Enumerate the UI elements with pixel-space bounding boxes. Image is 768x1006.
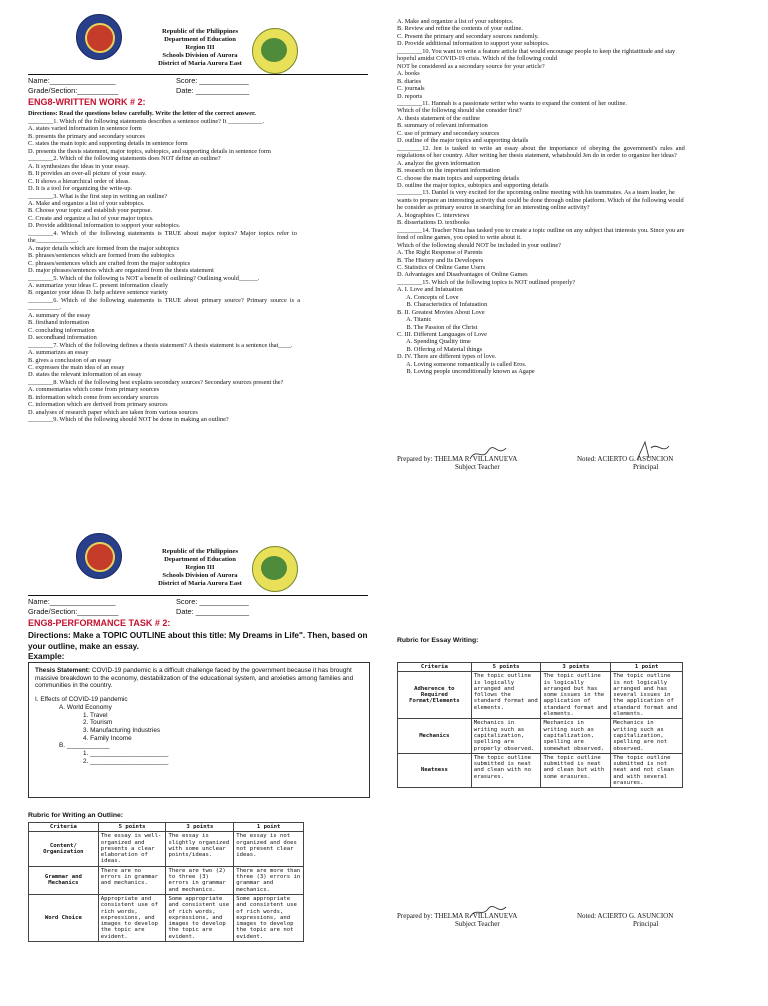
example-label: Example:: [28, 652, 65, 661]
prepared-role-bottom: Subject Teacher: [455, 920, 500, 928]
rubric-cell: Mechanics in writing such as capitalization, spelling are somewhat observed.: [541, 719, 611, 753]
outline-sub: 4. Family Income: [83, 734, 132, 742]
question-line: D. Provide additional information to support your subtopics.: [397, 40, 550, 48]
question-line: C. journals: [397, 85, 425, 93]
question-line: B. Review and refine the contents of your outline.: [397, 25, 523, 33]
question-line: ________14. Teacher Nina has tasked you to create a topic outline on any subject that interests you. Since you are: [397, 226, 685, 234]
criteria-cell: Mechanics: [398, 719, 472, 753]
noted-role-top: Principal: [633, 463, 659, 471]
question-line: A. commentaries which come from primary sources: [28, 386, 159, 394]
criteria-cell: Content/ Organization: [29, 832, 99, 866]
deped-seal-logo-2: [76, 533, 122, 579]
rubric-cell: The essay is not organized and does not present clear ideas.: [234, 832, 304, 866]
outline-item-B: B. ____________: [59, 742, 110, 750]
score-field: Score: ____________: [176, 76, 249, 85]
rubric-cell: The essay is well-organized and presents a clear elaboration of ideas.: [98, 832, 166, 866]
table-row: [29, 866, 304, 894]
question-line: D. major phrases/sentences which are organized from the thesis statement: [28, 267, 214, 275]
question-line: A. Concepts of Love: [397, 293, 459, 301]
question-line: __________.: [28, 304, 62, 312]
question-line: ________4. Which of the following statements is TRUE about major topics? Major topics refer to: [28, 229, 297, 237]
question-line: C. phrases/sentences which are crafted from the major subtopics: [28, 259, 191, 267]
question-line: B. The History and Its Developers: [397, 256, 484, 264]
question-line: ________8. Which of the following best explains secondary sources? Secondary sources present the?: [28, 378, 284, 386]
question-line: B. summary of relevant information: [397, 122, 488, 130]
question-line: B. Choose your topic and establish your purpose.: [28, 207, 152, 215]
question-line: D. presents the thesis statement, major topics, subtopics, and supporting details in sentence form: [28, 147, 271, 155]
outline-blank: 1. ______________________: [83, 750, 169, 758]
outline-sub: 1. Travel: [83, 711, 108, 719]
rubric-cell: There are two (2) to three (3) errors in grammar and mechanics.: [166, 866, 234, 894]
division-seal-logo-2: [252, 546, 298, 592]
written-questions-right: [397, 18, 747, 376]
question-line: D. analyses of research paper which are taken from various sources: [28, 408, 198, 416]
question-line: B. The Passion of the Christ: [397, 323, 478, 331]
question-line: C. expresses the main idea of an essay: [28, 363, 125, 371]
written-directions: Directions: Read the questions below carefully. Write the letter of the correct answer.: [28, 110, 256, 117]
question-line: he consider as primary source in searching for an interesting online activity?: [397, 204, 590, 212]
question-line: D. outline the major topics, subtopics and supporting details: [397, 181, 549, 189]
question-line: B. It provides an over-all picture of your essay.: [28, 170, 147, 178]
rubric-cell: The topic outline is not logically arranged and has several issues in the application of standard format and elements.: [611, 672, 683, 719]
school-header: Republic of the Philippines Department of Education Region III Schools Division of Aurora District of Maria Aurora East: [158, 28, 242, 67]
question-line: the_____________.: [28, 237, 79, 245]
question-line: ________15. Which of the following topics is NOT outlined properly?: [397, 278, 576, 286]
name-field: Name:________________: [28, 76, 116, 85]
written-work-title: ENG8-WRITTEN WORK # 2:: [28, 97, 146, 107]
column-header: Criteria: [398, 663, 472, 672]
question-line: C. Present the primary and secondary sources randomly.: [397, 32, 539, 40]
question-line: B. Offering of Material things: [397, 345, 483, 353]
rubric-cell: The topic outline submitted is neat and clean with no erasures.: [471, 753, 541, 787]
question-line: A. Titanic: [397, 316, 432, 324]
table-header-row: [398, 663, 683, 672]
question-line: A. analyze the given information: [397, 159, 481, 167]
question-line: A. Loving someone romantically is called Eros.: [397, 360, 527, 368]
question-line: Which of the following should she consider first?: [397, 107, 522, 115]
question-line: A. biographies C. interviews: [397, 211, 470, 219]
rubric-cell: Appropriate and consistent use of rich words, expressions, and images to develop the topic are evident.: [98, 894, 166, 941]
rubric-cell: Some appropriate and consistent use of rich words, expressions, and images to develop the topic are not evident.: [234, 894, 304, 941]
rubric-cell: The topic outline is logically arranged but has some issues in the application of standard format and elements.: [541, 672, 611, 719]
question-line: C. III. Different Languages of Love: [397, 331, 487, 339]
question-line: D. outline of the major topics and supporting details: [397, 137, 529, 145]
question-line: ________10. You want to write a feature article that would encourage people to keep the rightattitude and stay: [397, 47, 676, 55]
outline-rubric-table: [28, 822, 304, 942]
table-row: [398, 753, 683, 787]
school-header-2: Republic of the Philippines Department of Education Region III Schools Division of Aurora District of Maria Aurora East: [158, 548, 242, 587]
noted-by-bottom: Noted: ACIERTO G. ASUNCION: [577, 912, 674, 920]
question-line: ________5. Which of the following is NOT a benefit of outlining? Outlining would______.: [28, 274, 260, 282]
column-header: 3 points: [541, 663, 611, 672]
question-line: A. states varied information in sentence form: [28, 125, 142, 133]
division-seal-logo: [252, 28, 298, 74]
question-line: A. It synthesizes the ideas in your essay.: [28, 162, 130, 170]
date-field: Date: _____________: [176, 86, 250, 95]
essay-rubric-table: [397, 662, 683, 788]
question-line: C. use of primary and secondary sources: [397, 129, 500, 137]
prepared-by-top: Prepared by: THELMA R. VILLANUEVA: [397, 455, 518, 463]
question-line: C. Statistics of Online Game Users: [397, 263, 486, 271]
question-line: C. Create and organize a list of your major topics.: [28, 214, 154, 222]
outline-item-A: A. World Economy: [59, 703, 112, 711]
outline-blank: 2. ______________________: [83, 757, 169, 765]
outline-sub: 3. Manufacturing Industries: [83, 726, 161, 734]
question-line: ________1. Which of the following statements describes a sentence outline? It ___________.: [28, 118, 265, 125]
criteria-cell: Neatness: [398, 753, 472, 787]
question-line: ________9. Which of the following should NOT be done in making an outline?: [28, 416, 229, 424]
column-header: 1 point: [611, 663, 683, 672]
question-line: B. information which come from secondary sources: [28, 393, 159, 401]
rubric-cell: Mechanics in writing such as capitalization, spelling are properly observed.: [471, 719, 541, 753]
name-field-2: Name:________________: [28, 597, 116, 606]
rubric-cell: The topic outline submitted is not neat and not clean and with several erasures.: [611, 753, 683, 787]
deped-seal-logo: [76, 14, 122, 60]
question-line: C. It shows a hierarchical order of ideas.: [28, 177, 130, 185]
question-line: A. thesis statement of the outline: [397, 114, 480, 122]
performance-directions: Directions: Make a TOPIC OUTLINE about this title: My Dreams in Life". Then, based on your outline, make an essay.: [28, 631, 368, 651]
question-line: A. summarize your ideas C. present information clearly: [28, 281, 169, 289]
question-line: B. Loving people unconditionally known as Agape: [397, 368, 535, 376]
question-line: B. Characteristics of Infatuation: [397, 301, 488, 309]
question-line: ________2. Which of the following statements does NOT define an outline?: [28, 155, 221, 163]
question-line: ________7. Which of the following defines a thesis statement? A thesis statement is a sentence that____.: [28, 341, 293, 349]
question-line: D. reports: [397, 92, 423, 100]
outline-example-box: [28, 662, 370, 798]
question-line: C. choose the main topics and supporting details: [397, 174, 520, 182]
noted-role-bottom: Principal: [633, 920, 659, 928]
date-field-2: Date: _____________: [176, 607, 250, 616]
table-header-row: [29, 823, 304, 832]
question-line: C. information which are derived from primary sources: [28, 401, 168, 409]
table-row: [398, 672, 683, 719]
rubric-cell: There are more than three (3) errors in grammar and mechanics.: [234, 866, 304, 894]
essay-rubric-title: Rubric for Essay Writing:: [397, 637, 479, 644]
rubric-cell: The topic outline is logically arranged and follows the standard format and elements.: [471, 672, 541, 719]
outline-item-I: I. Effects of COVID-19 pandemic: [35, 696, 128, 704]
rubric-cell: Mechanics in writing such as capitalization, spelling are not observed.: [611, 719, 683, 753]
rubric-cell: There are no errors in grammar and mechanics.: [98, 866, 166, 894]
question-line: B. gives a conclusion of an essay: [28, 356, 112, 364]
question-line: D. IV. There are different types of love.: [397, 353, 497, 361]
question-line: D. It is a tool for organizing the write-up.: [28, 185, 133, 193]
question-line: hopeful amidst COVID-19 crisis. Which of the following could: [397, 55, 557, 63]
header-divider-2: [28, 595, 368, 596]
question-line: C. concluding information: [28, 326, 95, 334]
question-line: ________11. Hannah is a passionate writer who wants to expand the content of her outline.: [397, 99, 627, 107]
criteria-cell: Word Choice: [29, 894, 99, 941]
question-line: D. Advantages and Disadvantages of Online Games: [397, 271, 528, 279]
rubric-cell: The topic outline submitted is neat and clean but with some erasures.: [541, 753, 611, 787]
question-line: NOT be considered as a secondary source for your article?: [397, 62, 545, 70]
question-line: ________6. Which of the following statements is TRUE about primary source? Primary source is a: [28, 296, 301, 304]
rubric-cell: Some appropriate and consistent use of rich words, expressions, and images to develop the topic are evident.: [166, 894, 234, 941]
question-line: B. organize your ideas D. help achieve sentence variety: [28, 289, 168, 297]
question-line: B. II. Greatest Movies About Love: [397, 308, 485, 316]
question-line: ________13. Daniel is very excited for the upcoming online meeting with his teammates. As a team leader, he: [397, 189, 675, 197]
table-row: [398, 719, 683, 753]
rubric-cell: The essay is slightly organized with some unclear points/ideas.: [166, 832, 234, 866]
column-header: 5 points: [98, 823, 166, 832]
question-line: B. firsthand information: [28, 319, 90, 327]
question-line: regulations of her country. After writing her thesis statement, whatshould Jen do in order to organize her ideas?: [397, 152, 677, 160]
question-line: Which of the following should NOT be included in your outline?: [397, 241, 561, 249]
question-line: fond of online games, you opted to write about it.: [397, 234, 522, 242]
noted-by-top: Noted: ACIERTO G. ASUNCION: [577, 455, 674, 463]
question-line: A. summarizes an essay: [28, 349, 89, 357]
question-line: A. books: [397, 70, 420, 78]
question-line: B. presents the primary and secondary sources: [28, 132, 145, 140]
question-line: B. phrases/sentences which are formed from the subtopics: [28, 252, 175, 260]
prepared-role-top: Subject Teacher: [455, 463, 500, 471]
prepared-by-bottom: Prepared by: THELMA R. VILLANUEVA: [397, 912, 518, 920]
question-line: A. Spending Quality time: [397, 338, 471, 346]
question-line: A. Make and organize a list of your subtopics.: [397, 18, 514, 25]
table-row: [29, 832, 304, 866]
question-line: A. Make and organize a list of your subtopics.: [28, 199, 145, 207]
question-line: ________12. Jen is tasked to write an essay about the importance of obeying the government's rules and: [397, 144, 685, 152]
outline-rubric-title: Rubric for Writing an Outline:: [28, 812, 124, 819]
score-field-2: Score: ____________: [176, 597, 249, 606]
written-questions-left: [28, 118, 374, 424]
column-header: 1 point: [234, 823, 304, 832]
grade-section-field-2: Grade/Section:__________: [28, 607, 119, 616]
outline-sub: 2. Tourism: [83, 719, 113, 727]
column-header: 5 points: [471, 663, 541, 672]
question-line: D. states the relevant information of an essay: [28, 371, 142, 379]
performance-task-title: ENG8-PERFORMANCE TASK # 2:: [28, 618, 171, 628]
column-header: Criteria: [29, 823, 99, 832]
header-divider: [28, 74, 368, 75]
question-line: wants to prepare an interesting activity that could be done through online platform. Which of the following would: [397, 196, 684, 204]
column-header: 3 points: [166, 823, 234, 832]
table-row: [29, 894, 304, 941]
question-line: B. diaries: [397, 77, 422, 85]
question-line: D. secondhand information: [28, 334, 97, 342]
question-line: A. major details which are formed from the major subtopics: [28, 244, 180, 252]
thesis-statement: Thesis Statement: COVID-19 pandemic is a difficult challenge faced by the government because it has brought massive breakdown to the economy, destabilization of the educational system, and anxieties among families and communities in the country.: [35, 667, 354, 690]
grade-section-field: Grade/Section:__________: [28, 86, 119, 95]
question-line: B. dissertations D. textbooks: [397, 219, 470, 227]
criteria-cell: Grammar and Mechanics: [29, 866, 99, 894]
question-line: A. I. Love and Infatuation: [397, 286, 463, 294]
question-line: A. The Right Response of Parents: [397, 249, 483, 257]
question-line: D. Provide additional information to support your subtopics.: [28, 222, 181, 230]
criteria-cell: Adherence to Required Format/Elements: [398, 672, 472, 719]
question-line: A. summary of the essay: [28, 311, 91, 319]
question-line: ________3. What is the first step in writing an outline?: [28, 192, 168, 200]
question-line: C. states the main topic and supporting details in sentence form: [28, 140, 188, 148]
question-line: B. research on the important information: [397, 167, 500, 175]
